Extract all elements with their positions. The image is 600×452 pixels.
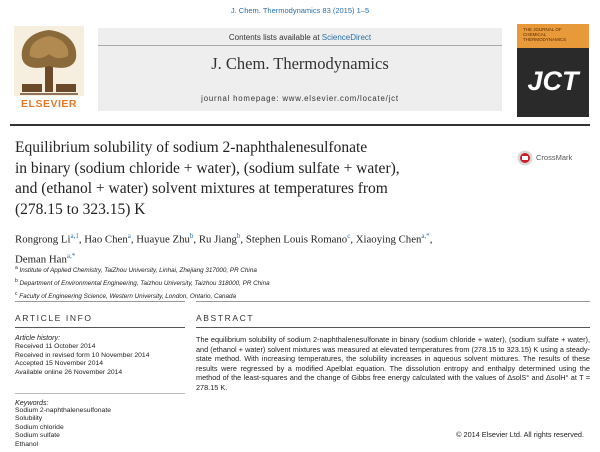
- history-list: [15, 343, 185, 378]
- author-name: Xiaoying Chen: [355, 233, 422, 246]
- title-line: (278.15 to 323.15) K: [15, 200, 146, 218]
- homepage-url[interactable]: www.elsevier.com/locate/jct: [282, 94, 399, 103]
- info-rule: [15, 327, 185, 328]
- author-affil-link[interactable]: a,*: [421, 232, 430, 240]
- author-name: Stephen Louis Romano: [245, 233, 348, 246]
- keyword-item: Sodium 2-naphthalenesulfonate: [15, 407, 111, 414]
- keywords-rule: [15, 393, 185, 394]
- history-item: Available online 26 November 2014: [15, 369, 123, 377]
- author-affil-link[interactable]: a,*: [66, 251, 76, 260]
- title-line: and (ethanol + water) solvent mixtures at temperatures from: [15, 180, 388, 197]
- author-affil-link[interactable]: a,1: [70, 232, 79, 240]
- author-affil-link[interactable]: b: [189, 232, 194, 240]
- author-name: Deman Han: [15, 253, 67, 266]
- affil-marker: b: [15, 278, 18, 285]
- keyword-item: Solubility: [15, 415, 43, 423]
- affiliation-item: [15, 276, 590, 289]
- crossmark-label: CrossMark: [536, 153, 573, 162]
- journal-reference[interactable]: J. Chem. Thermodynamics 83 (2015) 1–5: [230, 6, 370, 15]
- abstract-rule: [196, 327, 590, 328]
- author-affil-link[interactable]: b: [236, 232, 241, 240]
- homepage-label: journal homepage:: [201, 94, 283, 103]
- author-affil-link[interactable]: c: [347, 232, 351, 240]
- journal-name: J. Chem. Thermodynamics: [211, 54, 389, 73]
- keywords-title: Keywords:: [15, 398, 49, 407]
- title-line: in binary (sodium chloride + water), (sodium sulfate + water),: [15, 159, 400, 177]
- author-name: Huayue Zhu: [136, 233, 190, 246]
- elsevier-logo: [10, 24, 88, 116]
- affiliation-list: [15, 263, 590, 302]
- journal-cover: [517, 24, 589, 117]
- affil-text: Institute of Applied Chemistry, TaiZhou University, Linhai, Zhejiang 317000, PR China: [19, 267, 257, 275]
- abstract-top-rule: [196, 301, 590, 302]
- title-line: Equilibrium solubility of sodium 2-naphthalenesulfonate: [15, 139, 368, 156]
- banner-divider: [98, 45, 502, 46]
- abstract-text: The equilibrium solubility of sodium 2-naphthalenesulfonate in binary (sodium chloride + water), (sodium sulfate + water), and (ethanol + water) solvent mixtures was measured at elevated temperatures from (278.15 to 323.15) K using a steady-state method. With increasing temperatures, the solubility increases in aqueous solvent mixtures. The results of these results were regressed by a modified Apelblat equation. The dissolution entropy and enthalpy determined using the method of the least-squares and the change of Gibbs free energy calculated with the values of ΔsolS° and ΔsolH° at T = 278.15 K.: [196, 335, 590, 392]
- author-name: Rongrong Li: [15, 233, 71, 246]
- crossmark-button[interactable]: [517, 150, 591, 166]
- journal-homepage: [98, 94, 502, 103]
- keyword-item: Ethanol: [15, 440, 39, 448]
- keyword-item: Sodium sulfate: [15, 432, 60, 440]
- journal-banner: [98, 28, 502, 111]
- affiliation-item: [15, 263, 590, 276]
- crossmark-icon: [517, 150, 533, 166]
- affil-marker: a: [15, 265, 18, 271]
- affil-text: Faculty of Engineering Science, Western University, London, Ontario, Canada: [19, 293, 237, 301]
- sciencedirect-link[interactable]: ScienceDirect: [321, 33, 372, 42]
- keyword-item: Sodium chloride: [15, 423, 64, 431]
- contents-line: [98, 33, 502, 42]
- author-affil-link[interactable]: a: [127, 232, 131, 240]
- history-item: Accepted 15 November 2014: [15, 360, 104, 368]
- author-name: Hao Chen: [84, 233, 128, 246]
- author-list: Rongrong Li$^{a,1}$, Hao Chen$^a$, Huayue Zhu$^b$, Ru Jiang$^b$, Stephen Louis Romano$^c$, Xiaoying Chen$^{a,*}$, Deman Han$^{a,*}$: [15, 232, 433, 266]
- affil-text: Department of Environmental Engineering, Taizhou University, Taizhou 318000, PR China: [19, 280, 270, 288]
- cover-title: THE JOURNAL OF CHEMICAL THERMODYNAMICS: [523, 27, 567, 42]
- article-title: [15, 138, 485, 220]
- abstract-heading: ABSTRACT: [196, 313, 255, 323]
- affil-marker: c: [15, 291, 18, 298]
- author-name: Ru Jiang: [198, 233, 237, 246]
- article-info-heading: ARTICLE INFO: [15, 313, 93, 323]
- contents-prefix: Contents lists available at: [228, 33, 322, 42]
- publisher-name: ELSEVIER: [21, 98, 77, 110]
- info-top-rule: [15, 301, 185, 302]
- history-item: Received in revised form 10 November 2014: [15, 351, 150, 359]
- history-title: Article history:: [15, 333, 61, 342]
- copyright-notice: © 2014 Elsevier Ltd. All rights reserved.: [456, 430, 584, 439]
- history-item: Received 11 October 2014: [15, 343, 96, 350]
- cover-logo-text: JCT: [527, 66, 579, 96]
- keywords-list: [15, 407, 185, 449]
- header-rule: [10, 124, 590, 126]
